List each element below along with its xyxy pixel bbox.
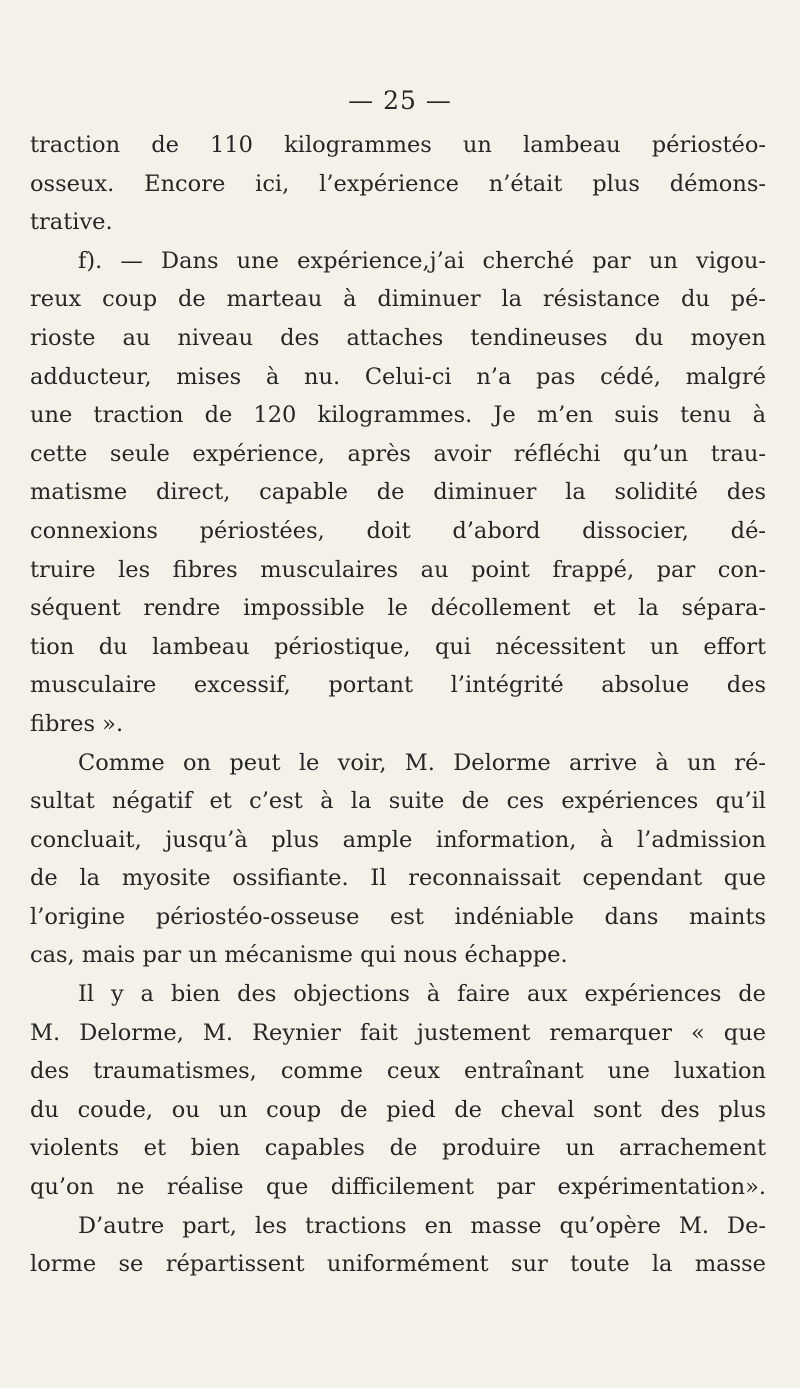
text-line: M. Delorme, M. Reynier fait justement remarquer « que (30, 1019, 766, 1046)
text-line: qu’on ne réalise que difficilement par expérimentation». (30, 1174, 766, 1201)
text-line: tion du lambeau périostique, qui nécessitent un effort (30, 633, 766, 660)
text-line: rioste au niveau des attaches tendineuses du moyen (30, 324, 766, 351)
text-line: lorme se répartissent uniformément sur toute la masse (30, 1251, 766, 1278)
text-line: musculaire excessif, portant l’intégrité absolue des (30, 672, 766, 699)
text-line: reux coup de marteau à diminuer la résistance du pé- (30, 286, 766, 313)
text-line: l’origine périostéo-osseuse est indéniable dans maints (30, 903, 766, 930)
text-line: Comme on peut le voir, M. Delorme arrive à un ré- (78, 749, 766, 776)
text-line: truire les fibres musculaires au point frappé, par con- (30, 556, 766, 583)
text-line: Il y a bien des objections à faire aux expériences de (78, 981, 766, 1008)
text-line: D’autre part, les tractions en masse qu’opère M. De- (78, 1212, 766, 1239)
text-line: violents et bien capables de produire un arrachement (30, 1135, 766, 1162)
text-line: f). — Dans une expérience,j’ai cherché par un vigou- (78, 247, 766, 274)
page-number: — 25 — (348, 86, 452, 115)
text-line: concluait, jusqu’à plus ample information, à l’admission (30, 826, 766, 853)
text-line: de la myosite ossifiante. Il reconnaissait cependant que (30, 865, 766, 892)
text-line: du coude, ou un coup de pied de cheval sont des plus (30, 1096, 766, 1123)
text-line: une traction de 120 kilogrammes. Je m’en suis tenu à (30, 402, 766, 429)
text-line: cette seule expérience, après avoir réfléchi qu’un trau- (30, 440, 766, 467)
text-line: séquent rendre impossible le décollement et la sépara- (30, 595, 766, 622)
text-line: sultat négatif et c’est à la suite de ces expériences qu’il (30, 788, 766, 815)
text-line: matisme direct, capable de diminuer la solidité des (30, 479, 766, 506)
text-line: trative. (30, 209, 113, 236)
text-line: fibres ». (30, 710, 124, 737)
text-line: cas, mais par un mécanisme qui nous échappe. (30, 942, 568, 969)
text-line: osseux. Encore ici, l’expérience n’était plus démons- (30, 170, 766, 197)
text-line: adducteur, mises à nu. Celui-ci n’a pas cédé, malgré (30, 363, 766, 390)
text-line: traction de 110 kilogrammes un lambeau périostéo- (30, 132, 766, 158)
text-body (30, 126, 766, 1284)
text-line: des traumatismes, comme ceux entraînant une luxation (30, 1058, 766, 1085)
text-line: connexions périostées, doit d’abord dissocier, dé- (30, 517, 766, 544)
